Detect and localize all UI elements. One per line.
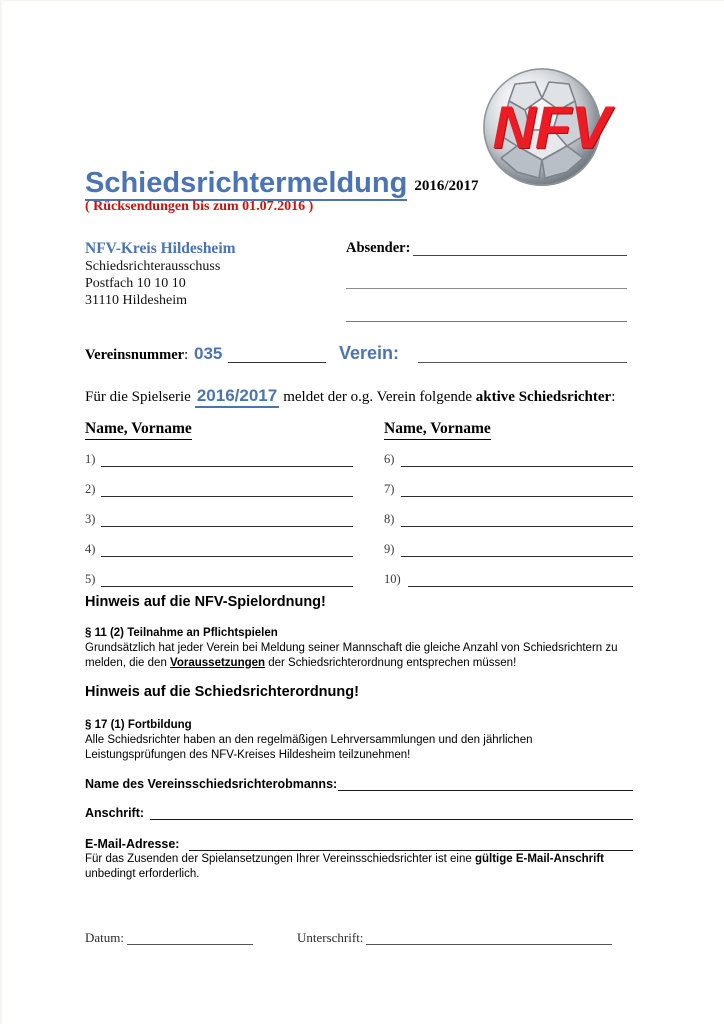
signature-input-line[interactable] xyxy=(366,944,612,945)
referee-input-line[interactable] xyxy=(101,586,353,587)
referee-row[interactable] xyxy=(85,512,353,530)
referee-number: 4) xyxy=(85,542,96,556)
paragraph-body-part2: der Schiedsrichterordnung entsprechen müssen! xyxy=(265,656,517,669)
logo-wordmark: NFV xyxy=(492,94,610,161)
referee-row[interactable] xyxy=(384,482,633,500)
page-title: Schiedsrichtermeldung xyxy=(85,167,408,199)
date-label: Datum: xyxy=(85,930,124,945)
referee-number: 7) xyxy=(384,482,395,496)
referee-row[interactable] xyxy=(85,452,353,470)
club-number-input-line[interactable] xyxy=(228,362,326,363)
season-bold-tail: aktive Schiedsrichter xyxy=(475,389,612,405)
sender-input-line-1[interactable] xyxy=(413,255,627,256)
return-deadline-notice: ( Rücksendungen bis zum 01.07.2016 ) xyxy=(85,199,314,214)
paragraph-body-17-1: Alle Schiedsrichter haben an den regelmäßigen Lehrversammlungen und den jährlichen Leistungsprüfungen des NFV-Kreises Hildesheim teilzunehmen! xyxy=(85,734,533,761)
anschrift-label: Anschrift: xyxy=(85,806,145,820)
referee-number: 2) xyxy=(85,482,96,496)
season-suffix: : xyxy=(611,389,616,405)
referee-number: 1) xyxy=(85,452,96,466)
email-note-part1: Für das Zusenden der Spielansetzungen Ihrer Vereinsschiedsrichter ist eine xyxy=(85,853,475,865)
season-middle: meldet der o.g. Verein folgende xyxy=(283,389,473,405)
referee-input-line[interactable] xyxy=(401,466,633,467)
address-line-2: Postfach 10 10 10 xyxy=(85,276,186,291)
referee-row[interactable] xyxy=(384,452,633,470)
paragraph-body-underlined: Voraussetzungen xyxy=(170,656,266,669)
referee-row[interactable] xyxy=(384,572,633,590)
column-header-left: Name, Vorname xyxy=(85,420,192,440)
season-year: 2016/2017 xyxy=(195,386,279,408)
anschrift-input-line[interactable] xyxy=(150,819,633,820)
referee-input-line[interactable] xyxy=(408,586,633,587)
club-number-colon: : xyxy=(184,347,189,363)
club-number-label xyxy=(85,347,188,364)
referee-input-line[interactable] xyxy=(101,496,353,497)
referee-row[interactable] xyxy=(85,542,353,560)
notice-heading-spielordnung: Hinweis auf die NFV-Spielordnung! xyxy=(85,594,326,610)
referee-input-line[interactable] xyxy=(101,526,353,527)
referee-row[interactable] xyxy=(384,512,633,530)
club-name-input-line[interactable] xyxy=(418,362,627,363)
club-number-value: 035 xyxy=(194,344,223,363)
obmann-label: Name des Vereinsschiedsrichterobmanns: xyxy=(85,777,338,791)
notice-heading-schiedsrichterordnung: Hinweis auf die Schiedsrichterordnung! xyxy=(85,684,359,700)
paragraph-body-11-2 xyxy=(85,641,633,670)
referee-number: 6) xyxy=(384,452,395,466)
signature-label: Unterschrift: xyxy=(297,930,364,945)
title-season: 2016/2017 xyxy=(414,178,479,194)
season-prefix: Für die Spielserie xyxy=(85,389,191,405)
club-number-label-text: Vereinsnummer xyxy=(85,347,185,363)
column-header-right: Name, Vorname xyxy=(384,420,491,440)
paragraph-heading-17-1: § 17 (1) Fortbildung xyxy=(85,719,192,731)
referee-input-line[interactable] xyxy=(401,556,633,557)
date-input-line[interactable] xyxy=(127,944,253,945)
paragraph-heading-11-2: § 11 (2) Teilnahme an Pflichtspielen xyxy=(85,627,278,639)
referee-number: 8) xyxy=(384,512,395,526)
page-edge-top xyxy=(0,0,724,2)
email-note-part2: unbedingt erforderlich. xyxy=(85,867,200,880)
paragraph-body-part1: Grundsätzlich hat jeder Verein bei Meldung seiner Mannschaft die gleiche Anzahl von Schiedsrichtern zu melden, die den xyxy=(85,642,618,669)
referee-number: 3) xyxy=(85,512,96,526)
address-line-1: Schiedsrichterausschuss xyxy=(85,259,221,274)
obmann-input-line[interactable] xyxy=(338,790,633,791)
referee-number: 9) xyxy=(384,542,395,556)
referee-number: 10) xyxy=(384,572,401,586)
address-kreis: NFV-Kreis Hildesheim xyxy=(85,240,236,257)
nfv-logo xyxy=(471,68,631,190)
referee-number: 5) xyxy=(85,572,96,586)
sender-input-line-2[interactable] xyxy=(346,288,627,289)
association-address xyxy=(85,239,335,309)
referee-row[interactable] xyxy=(85,572,353,590)
referee-input-line[interactable] xyxy=(401,526,633,527)
email-label: E-Mail-Adresse: xyxy=(85,837,180,851)
season-sentence xyxy=(85,386,615,406)
sender-label: Absender: xyxy=(346,240,411,256)
email-note-bold: gültige E-Mail-Anschrift xyxy=(474,853,605,865)
referee-input-line[interactable] xyxy=(401,496,633,497)
referee-input-line[interactable] xyxy=(101,556,353,557)
page-edge-left xyxy=(0,0,3,1024)
address-line-3: 31110 Hildesheim xyxy=(85,293,188,308)
email-note xyxy=(85,852,625,881)
sender-input-line-3[interactable] xyxy=(346,321,627,322)
referee-input-line[interactable] xyxy=(101,466,353,467)
referee-row[interactable] xyxy=(85,482,353,500)
referee-row[interactable] xyxy=(384,542,633,560)
email-input-line[interactable] xyxy=(189,850,633,851)
club-name-label: Verein: xyxy=(339,343,400,363)
title-row xyxy=(85,168,478,201)
